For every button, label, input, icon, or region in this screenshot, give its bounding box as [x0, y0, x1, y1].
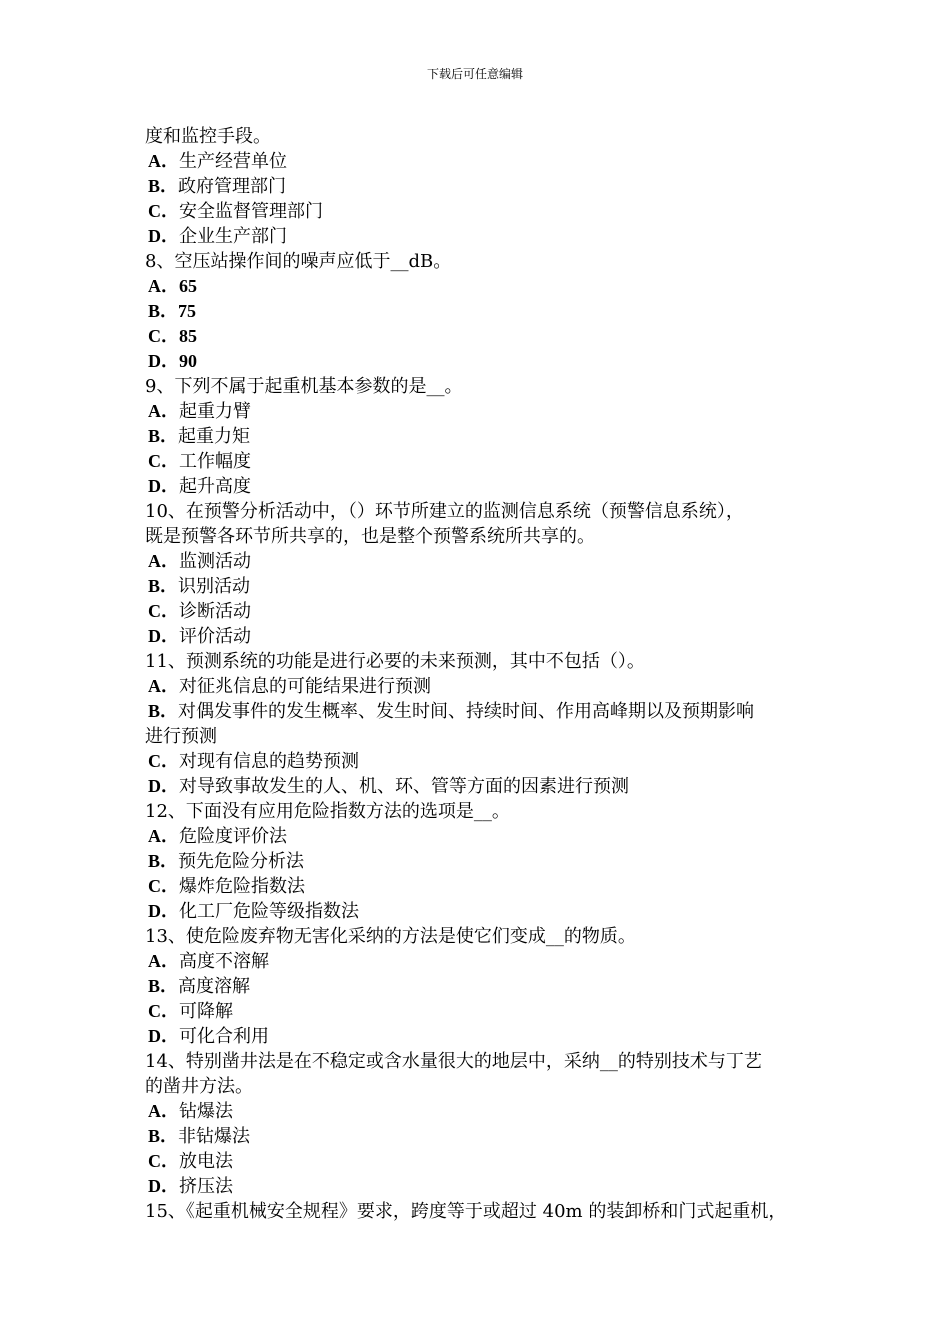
- answer-option: [145, 449, 825, 474]
- question-text: 9、下列不属于起重机基本参数的是__。: [145, 376, 463, 397]
- option-text: 90: [179, 351, 197, 371]
- answer-option: [145, 1124, 825, 1149]
- page-header: 下载后可任意编辑: [426, 67, 523, 81]
- answer-option: [145, 849, 825, 874]
- option-letter: A．: [148, 1101, 179, 1121]
- option-letter: C．: [148, 326, 179, 346]
- option-letter: D．: [148, 476, 179, 496]
- option-text: 工作幅度: [179, 451, 251, 472]
- option-letter: A．: [148, 676, 179, 696]
- question-text: 8、空压站操作间的噪声应低于__dB。: [145, 251, 452, 272]
- option-letter: C．: [148, 451, 179, 471]
- option-text: 对偶发事件的发生概率、发生时间、持续时间、作用高峰期以及预期影响: [178, 701, 755, 722]
- option-text: 起升高度: [179, 476, 251, 497]
- option-letter: C．: [148, 1151, 179, 1171]
- option-letter: D．: [148, 776, 179, 796]
- option-text: 85: [179, 326, 197, 346]
- answer-option: [145, 474, 825, 499]
- answer-option: [145, 674, 825, 699]
- option-text: 挤压法: [179, 1176, 233, 1197]
- option-letter: A．: [148, 551, 179, 571]
- answer-option: [145, 699, 825, 724]
- option-text: 危险度评价法: [179, 826, 287, 847]
- answer-option: [145, 974, 825, 999]
- answer-option: [145, 549, 825, 574]
- question-text: 度和监控手段。: [145, 126, 271, 147]
- option-letter: C．: [148, 876, 179, 896]
- option-letter: C．: [148, 751, 179, 771]
- answer-option: [145, 399, 825, 424]
- option-letter: B．: [148, 176, 179, 196]
- answer-option: [145, 324, 825, 349]
- option-letter: A．: [148, 951, 179, 971]
- option-text: 安全监督管理部门: [179, 201, 323, 222]
- question-text: 10、在预警分析活动中，（）环节所建立的监测信息系统（预警信息系统），: [145, 501, 744, 522]
- option-text: 起重力臂: [179, 401, 251, 422]
- option-text: 可化合利用: [179, 1026, 269, 1047]
- question-text: 既是预警各环节所共享的，也是整个预警系统所共享的。: [145, 526, 595, 547]
- answer-option: [145, 949, 825, 974]
- option-text: 65: [179, 276, 197, 296]
- question-text: 进行预测: [145, 726, 217, 747]
- answer-option: [145, 349, 825, 374]
- option-letter: C．: [148, 201, 179, 221]
- answer-option: [145, 574, 825, 599]
- document-body: [145, 124, 825, 1224]
- question-text: 的凿井方法。: [145, 1076, 253, 1097]
- option-letter: B．: [148, 576, 179, 596]
- answer-option: [145, 599, 825, 624]
- answer-option: [145, 199, 825, 224]
- answer-option: [145, 174, 825, 199]
- option-text: 诊断活动: [179, 601, 251, 622]
- option-text: 化工厂危险等级指数法: [179, 901, 359, 922]
- option-letter: B．: [148, 1126, 179, 1146]
- option-letter: D．: [148, 1176, 179, 1196]
- answer-option: [145, 1149, 825, 1174]
- option-letter: C．: [148, 1001, 179, 1021]
- answer-option: [145, 1174, 825, 1199]
- question-text: 15、《起重机械安全规程》要求，跨度等于或超过 40m 的装卸桥和门式起重机，: [145, 1201, 787, 1222]
- question-text: 12、下面没有应用危险指数方法的选项是__。: [145, 801, 510, 822]
- option-letter: D．: [148, 226, 179, 246]
- answer-option: [145, 299, 825, 324]
- option-text: 政府管理部门: [178, 176, 287, 197]
- answer-option: [145, 749, 825, 774]
- option-letter: D．: [148, 901, 179, 921]
- option-text: 高度溶解: [178, 976, 251, 997]
- option-text: 监测活动: [179, 551, 251, 572]
- question-text: 11、预测系统的功能是进行必要的未来预测，其中不包括（）。: [145, 651, 645, 672]
- option-text: 评价活动: [179, 626, 251, 647]
- option-letter: B．: [148, 301, 179, 321]
- option-text: 企业生产部门: [179, 226, 287, 247]
- answer-option: [145, 274, 825, 299]
- option-letter: D．: [148, 1026, 179, 1046]
- answer-option: [145, 899, 825, 924]
- answer-option: [145, 999, 825, 1024]
- option-text: 预先危险分析法: [178, 851, 305, 872]
- option-text: 非钻爆法: [178, 1126, 251, 1147]
- answer-option: [145, 774, 825, 799]
- option-text: 对现有信息的趋势预测: [179, 751, 359, 772]
- option-letter: A．: [148, 401, 179, 421]
- option-letter: B．: [148, 426, 179, 446]
- option-text: 起重力矩: [178, 426, 251, 447]
- option-text: 对导致事故发生的人、机、环、管等方面的因素进行预测: [179, 776, 629, 797]
- option-text: 对征兆信息的可能结果进行预测: [179, 676, 431, 697]
- option-text: 识别活动: [178, 576, 251, 597]
- option-letter: C．: [148, 601, 179, 621]
- answer-option: [145, 224, 825, 249]
- option-letter: A．: [148, 151, 179, 171]
- option-text: 放电法: [179, 1151, 233, 1172]
- option-letter: B．: [148, 851, 179, 871]
- option-letter: D．: [148, 626, 179, 646]
- option-text: 生产经营单位: [179, 151, 287, 172]
- option-text: 爆炸危险指数法: [179, 876, 305, 897]
- question-text: 13、使危险废弃物无害化采纳的方法是使它们变成__的物质。: [145, 926, 636, 947]
- answer-option: [145, 1099, 825, 1124]
- option-text: 可降解: [179, 1001, 233, 1022]
- answer-option: [145, 624, 825, 649]
- answer-option: [145, 149, 825, 174]
- option-letter: A．: [148, 276, 179, 296]
- option-letter: B．: [148, 976, 179, 996]
- answer-option: [145, 424, 825, 449]
- answer-option: [145, 874, 825, 899]
- option-text: 高度不溶解: [179, 951, 269, 972]
- option-text: 钻爆法: [179, 1101, 233, 1122]
- answer-option: [145, 824, 825, 849]
- option-letter: A．: [148, 826, 179, 846]
- question-text: 14、特别凿井法是在不稳定或含水量很大的地层中，采纳__的特别技术与丁艺: [145, 1051, 762, 1072]
- answer-option: [145, 1024, 825, 1049]
- option-letter: B．: [148, 701, 179, 721]
- option-text: 75: [178, 301, 197, 321]
- option-letter: D．: [148, 351, 179, 371]
